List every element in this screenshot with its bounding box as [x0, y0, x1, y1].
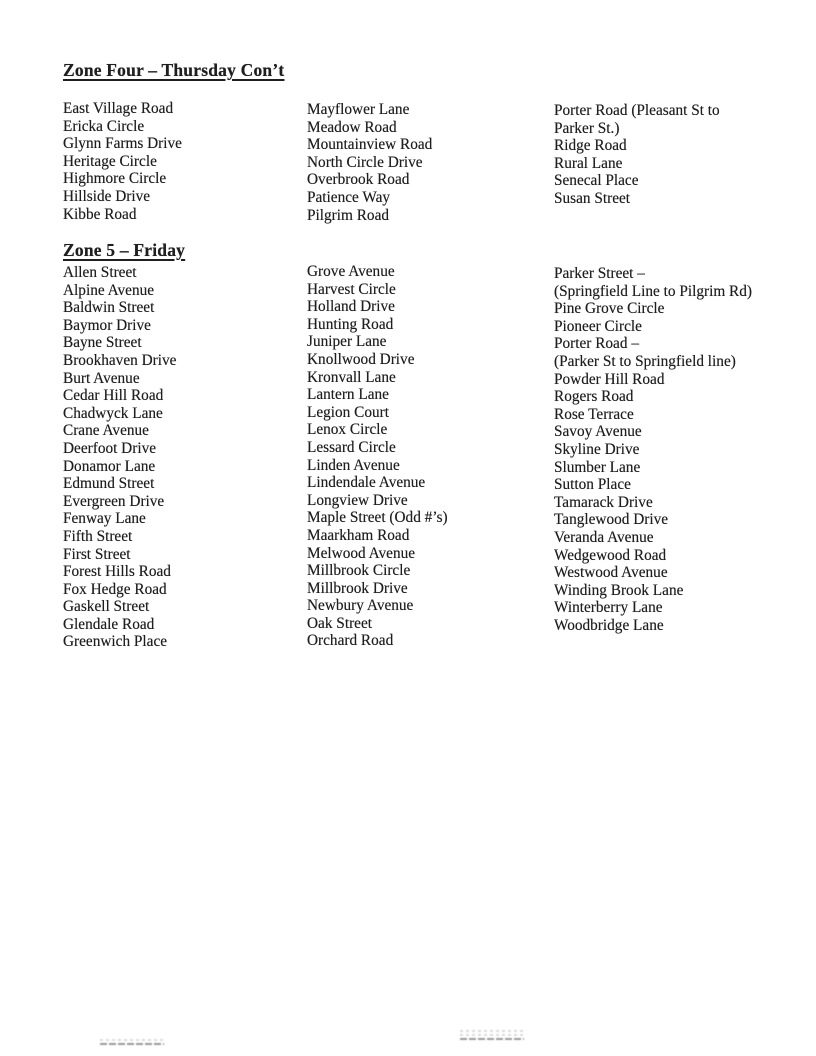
street-item: Greenwich Place — [63, 633, 168, 651]
street-item: Senecal Place — [554, 172, 639, 190]
zone-five-street-column-1 — [63, 264, 176, 651]
street-item: Newbury Avenue — [307, 597, 414, 615]
street-item: Fox Hedge Road — [63, 580, 167, 598]
street-item: Ridge Road — [554, 137, 627, 155]
street-item: Gaskell Street — [63, 598, 150, 616]
street-item: Burt Avenue — [63, 369, 140, 387]
street-item: Cedar Hill Road — [63, 387, 164, 405]
street-item: Lessard Circle — [307, 438, 396, 456]
street-item: Tanglewood Drive — [554, 511, 669, 529]
street-item: Highmore Circle — [63, 170, 167, 188]
street-item: (Parker St to Springfield line) — [554, 352, 736, 370]
zone-four-heading: Zone Four – Thursday Con’t — [63, 60, 285, 80]
street-item: Porter Road – — [554, 335, 639, 353]
street-item: Alpine Avenue — [63, 281, 155, 299]
street-item: Evergreen Drive — [63, 492, 165, 510]
street-item: Melwood Avenue — [307, 544, 416, 562]
street-item: Savoy Avenue — [554, 423, 642, 441]
street-item: Maple Street (Odd #’s) — [307, 509, 448, 527]
street-item: Maarkham Road — [307, 526, 410, 544]
street-item: Millbrook Circle — [307, 562, 411, 580]
street-item: Crane Avenue — [63, 422, 149, 440]
street-item: Lindendale Avenue — [307, 474, 426, 492]
street-item: Winterberry Lane — [554, 599, 663, 617]
street-item: Mountainview Road — [307, 136, 433, 154]
street-item: Overbrook Road — [307, 171, 410, 189]
street-item: Susan Street — [554, 189, 631, 207]
zone-five-street-column-2 — [307, 263, 448, 650]
zone-five-street-column-3 — [554, 265, 752, 634]
street-item: Longview Drive — [307, 491, 408, 509]
street-item: (Springfield Line to Pilgrim Rd) — [554, 282, 752, 300]
zone-four-street-column-2 — [307, 101, 432, 224]
street-item: First Street — [63, 545, 131, 563]
street-item: Hillside Drive — [63, 187, 151, 205]
street-item: Kibbe Road — [63, 205, 137, 223]
street-item: North Circle Drive — [307, 153, 423, 171]
street-item: Porter Road (Pleasant St to — [554, 102, 720, 119]
street-item: Allen Street — [63, 264, 137, 281]
street-item: Veranda Avenue — [554, 528, 654, 546]
street-item: Winding Brook Lane — [554, 581, 684, 599]
street-item: Baymor Drive — [63, 316, 151, 334]
street-item: Sutton Place — [554, 476, 631, 494]
street-item: Fenway Lane — [63, 510, 146, 528]
street-item: Brookhaven Drive — [63, 351, 177, 369]
street-item: Woodbridge Lane — [554, 616, 664, 634]
street-item: Chadwyck Lane — [63, 404, 163, 422]
street-item: Parker Street – — [554, 265, 645, 282]
street-item: Edmund Street — [63, 475, 155, 493]
street-item: Harvest Circle — [307, 280, 396, 298]
street-item: Slumber Lane — [554, 458, 641, 476]
street-item: Holland Drive — [307, 298, 395, 316]
zone-five-heading: Zone 5 – Friday — [63, 240, 186, 260]
street-item: Parker St.) — [554, 119, 620, 137]
street-item: Mayflower Lane — [307, 101, 410, 118]
street-item: Oak Street — [307, 614, 372, 632]
street-item: Glynn Farms Drive — [63, 135, 182, 153]
street-item: Orchard Road — [307, 632, 394, 650]
street-item: Hunting Road — [307, 315, 394, 333]
street-item: Skyline Drive — [554, 440, 640, 458]
street-item: Meadow Road — [307, 118, 397, 136]
scan-artifact — [460, 1028, 524, 1040]
street-item: Rural Lane — [554, 154, 623, 172]
zone-four-street-column-1 — [63, 100, 182, 223]
street-item: Rose Terrace — [554, 405, 634, 423]
street-item: Donamor Lane — [63, 457, 156, 475]
street-item: Legion Court — [307, 403, 389, 421]
street-item: Fifth Street — [63, 527, 133, 545]
street-item: Deerfoot Drive — [63, 439, 157, 457]
street-item: East Village Road — [63, 100, 174, 117]
street-item: Grove Avenue — [307, 263, 395, 280]
street-item: Heritage Circle — [63, 152, 157, 170]
street-item: Wedgewood Road — [554, 546, 667, 564]
street-item: Powder Hill Road — [554, 370, 665, 388]
street-item: Millbrook Drive — [307, 579, 408, 597]
street-item: Patience Way — [307, 188, 391, 206]
street-item: Bayne Street — [63, 334, 142, 352]
street-item: Pioneer Circle — [554, 317, 642, 335]
street-item: Pine Grove Circle — [554, 300, 665, 318]
street-item: Linden Avenue — [307, 456, 400, 474]
street-item: Rogers Road — [554, 388, 634, 406]
street-item: Forest Hills Road — [63, 563, 171, 581]
street-item: Westwood Avenue — [554, 564, 668, 582]
street-item: Knollwood Drive — [307, 350, 415, 368]
scan-artifact — [100, 1037, 164, 1045]
street-item: Lantern Lane — [307, 386, 389, 404]
street-item: Juniper Lane — [307, 333, 387, 351]
street-item: Tamarack Drive — [554, 493, 653, 511]
street-item: Pilgrim Road — [307, 206, 390, 224]
street-item: Kronvall Lane — [307, 368, 396, 386]
street-item: Glendale Road — [63, 615, 155, 633]
street-item: Lenox Circle — [307, 421, 388, 439]
zone-four-street-column-3 — [554, 102, 720, 208]
street-item: Baldwin Street — [63, 299, 155, 317]
street-item: Ericka Circle — [63, 117, 145, 135]
